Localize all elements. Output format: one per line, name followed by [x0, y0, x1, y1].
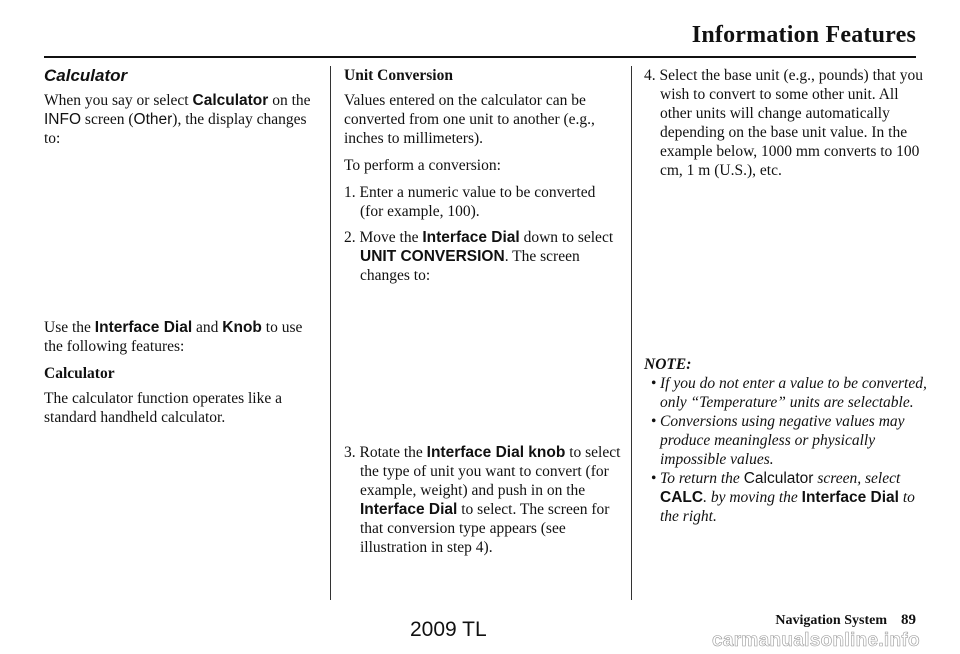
calc-term: CALC: [660, 489, 704, 506]
interface-dial-knob-term: Interface Dial knob: [426, 444, 566, 461]
watermark-text: 2009 TL: [410, 618, 487, 641]
calculator-heading: Calculator: [44, 66, 128, 85]
step-1: 1. Enter a numeric value to be converted (for example, 100).: [344, 184, 596, 220]
calculator-description: The calculator function operates like a standard handheld calculator.: [44, 390, 282, 426]
column-middle: [344, 66, 622, 564]
note-text: To return the: [660, 470, 744, 487]
header-rule: [44, 56, 916, 58]
other-term: Other: [133, 111, 173, 128]
calculator-term: Calculator: [743, 470, 814, 487]
bullet-icon: •: [651, 470, 657, 487]
use-text: and: [192, 319, 223, 336]
step-text: to select. The screen for that conversion type appears (see illustration in step 4).: [360, 501, 610, 556]
unit-conversion-intro: Values entered on the calculator can be converted from one unit to another (e.g., inches to millimeters).: [344, 92, 595, 147]
note-list: [644, 374, 934, 526]
note-item: [644, 469, 934, 526]
knob-term: Knob: [222, 319, 262, 336]
calculator-subheading: Calculator: [44, 365, 115, 382]
calculator-intro: [44, 91, 316, 148]
column-divider: [631, 66, 632, 600]
screen-illustration-space: [44, 156, 316, 318]
note-text: to the right.: [660, 489, 915, 525]
screen-illustration-space: [344, 292, 622, 443]
use-text: Use the: [44, 319, 95, 336]
note-item: [644, 374, 934, 412]
perform-conversion-text: To perform a conversion:: [344, 157, 501, 174]
column-left: [44, 66, 316, 435]
calculator-term: Calculator: [192, 92, 269, 109]
unit-conversion-heading: Unit Conversion: [344, 67, 453, 84]
step-text: down to select: [519, 229, 614, 246]
note-text: If you do not enter a value to be converted, only “Temperature” units are selectable.: [660, 375, 927, 411]
step-2: [344, 228, 622, 285]
step-text: to select the type of unit you want to convert (for example, weight) and push in on the: [360, 444, 621, 499]
page-number: 89: [901, 612, 916, 628]
intro-text: screen (: [81, 111, 134, 128]
step-3: [344, 443, 622, 557]
use-text: to use the following features:: [44, 319, 303, 355]
interface-dial-term: Interface Dial: [360, 501, 458, 518]
interface-dial-term: Interface Dial: [801, 489, 899, 506]
column-right: [644, 66, 934, 526]
interface-dial-term: Interface Dial: [94, 319, 193, 336]
bullet-icon: •: [651, 413, 657, 430]
column-divider: [330, 66, 331, 600]
bullet-icon: •: [651, 375, 657, 392]
intro-text: on the: [268, 92, 311, 109]
page-title: Information Features: [691, 22, 916, 48]
use-dial-text: [44, 318, 316, 356]
footer-label: Navigation System: [775, 613, 887, 628]
screen-illustration-space: [644, 187, 934, 355]
note-heading: NOTE:: [644, 356, 692, 373]
note-text: . by moving the: [703, 489, 802, 506]
note-text: screen, select: [813, 470, 901, 487]
step-text: 2. Move the: [344, 229, 423, 246]
intro-text: ), the display changes to:: [44, 111, 307, 147]
interface-dial-term: Interface Dial: [422, 229, 520, 246]
info-term: INFO: [44, 111, 82, 128]
watermark-site: carmanualsonline.info: [712, 630, 920, 651]
unit-conversion-term: UNIT CONVERSION: [360, 248, 505, 265]
step-text: 3. Rotate the: [344, 444, 427, 461]
step-text: . The screen changes to:: [360, 248, 580, 284]
intro-text: When you say or select: [44, 92, 193, 109]
note-item: [644, 412, 934, 469]
note-text: Conversions using negative values may produce meaningless or physically impossible values.: [660, 413, 905, 468]
step-4: 4. Select the base unit (e.g., pounds) that you wish to convert to some other unit. All other units will change automatically depending on the base unit value. In the example below, 1000 mm converts to 100 cm, 1 m (U.S.), etc.: [644, 67, 923, 179]
